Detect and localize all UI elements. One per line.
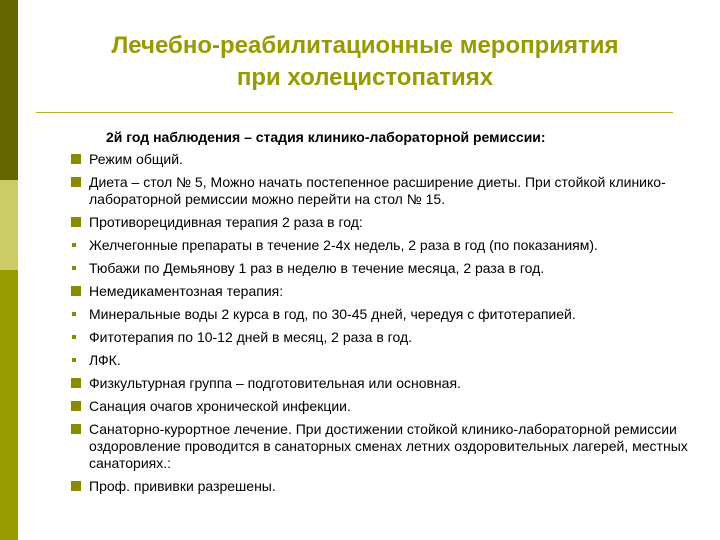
bullet-icon bbox=[71, 424, 81, 434]
list-item bbox=[70, 421, 700, 472]
list-item bbox=[70, 283, 700, 300]
side-bar-segment-mid bbox=[0, 270, 18, 540]
decorative-side-bar bbox=[0, 0, 18, 540]
list-item-text: Санаторно-курортное лечение. При достижении стойкой клинико-лабораторной ремиссии оздоровление проводится в санаторных сменах летних оздоровительных лагерей, местных санаториях.: bbox=[89, 421, 688, 471]
list-item bbox=[70, 151, 700, 168]
bullet-icon bbox=[72, 266, 76, 270]
list-item-text: Тюбажи по Демьянову 1 раз в неделю в течение месяца, 2 раза в год. bbox=[89, 260, 545, 276]
bullet-icon bbox=[71, 481, 81, 491]
bullet-icon bbox=[71, 177, 81, 187]
list-item-text: Диета – стол № 5, Можно начать постепенное расширение диеты. При стойкой клинико-лабораторной ремиссии можно перейти на стол № 15. bbox=[89, 174, 666, 207]
slide-title-line-2: при холецистопатиях bbox=[236, 64, 494, 91]
bullet-icon bbox=[71, 154, 81, 164]
side-bar-segment-dark bbox=[0, 0, 18, 180]
list-item-text: Желчегонные препараты в течение 2-4х недель, 2 раза в год (по показаниям). bbox=[89, 237, 598, 253]
bullet-icon bbox=[71, 401, 81, 411]
list-item-text: Фитотерапия по 10-12 дней в месяц, 2 раза в год. bbox=[89, 329, 412, 345]
list-item bbox=[70, 237, 700, 254]
side-bar-segment-light bbox=[0, 180, 18, 270]
bullet-icon bbox=[72, 312, 76, 316]
bullet-icon bbox=[72, 243, 76, 247]
list-item-text: Физкультурная группа – подготовительная или основная. bbox=[89, 375, 461, 391]
bullet-icon bbox=[72, 358, 76, 362]
list-item bbox=[70, 352, 700, 369]
list-item bbox=[70, 306, 700, 323]
bullet-icon bbox=[71, 286, 81, 296]
title-divider bbox=[36, 112, 673, 113]
list-item-text: Режим общий. bbox=[89, 151, 183, 167]
slide-title-line-1: Лечебно-реабилитационные мероприятия bbox=[111, 32, 619, 59]
list-item-text: ЛФК. bbox=[89, 352, 121, 368]
bullet-icon bbox=[71, 217, 81, 227]
list-item-text: Противорецидивная терапия 2 раза в год: bbox=[89, 214, 363, 230]
list-item-text: Санация очагов хронической инфекции. bbox=[89, 398, 351, 414]
list-item bbox=[70, 329, 700, 346]
list-item bbox=[70, 478, 700, 495]
list-item bbox=[70, 398, 700, 415]
list-item-text: Минеральные воды 2 курса в год, по 30-45 дней, чередуя с фитотерапией. bbox=[89, 306, 576, 322]
list-item-text: Немедикаментозная терапия: bbox=[89, 283, 284, 299]
list-item bbox=[70, 174, 700, 208]
list-item bbox=[70, 375, 700, 392]
list-item-text: Проф. прививки разрешены. bbox=[89, 478, 276, 494]
recommendation-list bbox=[70, 151, 700, 501]
list-item bbox=[70, 214, 700, 231]
slide-title bbox=[30, 30, 700, 94]
bullet-icon bbox=[71, 378, 81, 388]
list-item bbox=[70, 260, 700, 277]
section-subtitle: 2й год наблюдения – стадия клинико-лабораторной ремиссии: bbox=[106, 129, 546, 145]
bullet-icon bbox=[72, 335, 76, 339]
